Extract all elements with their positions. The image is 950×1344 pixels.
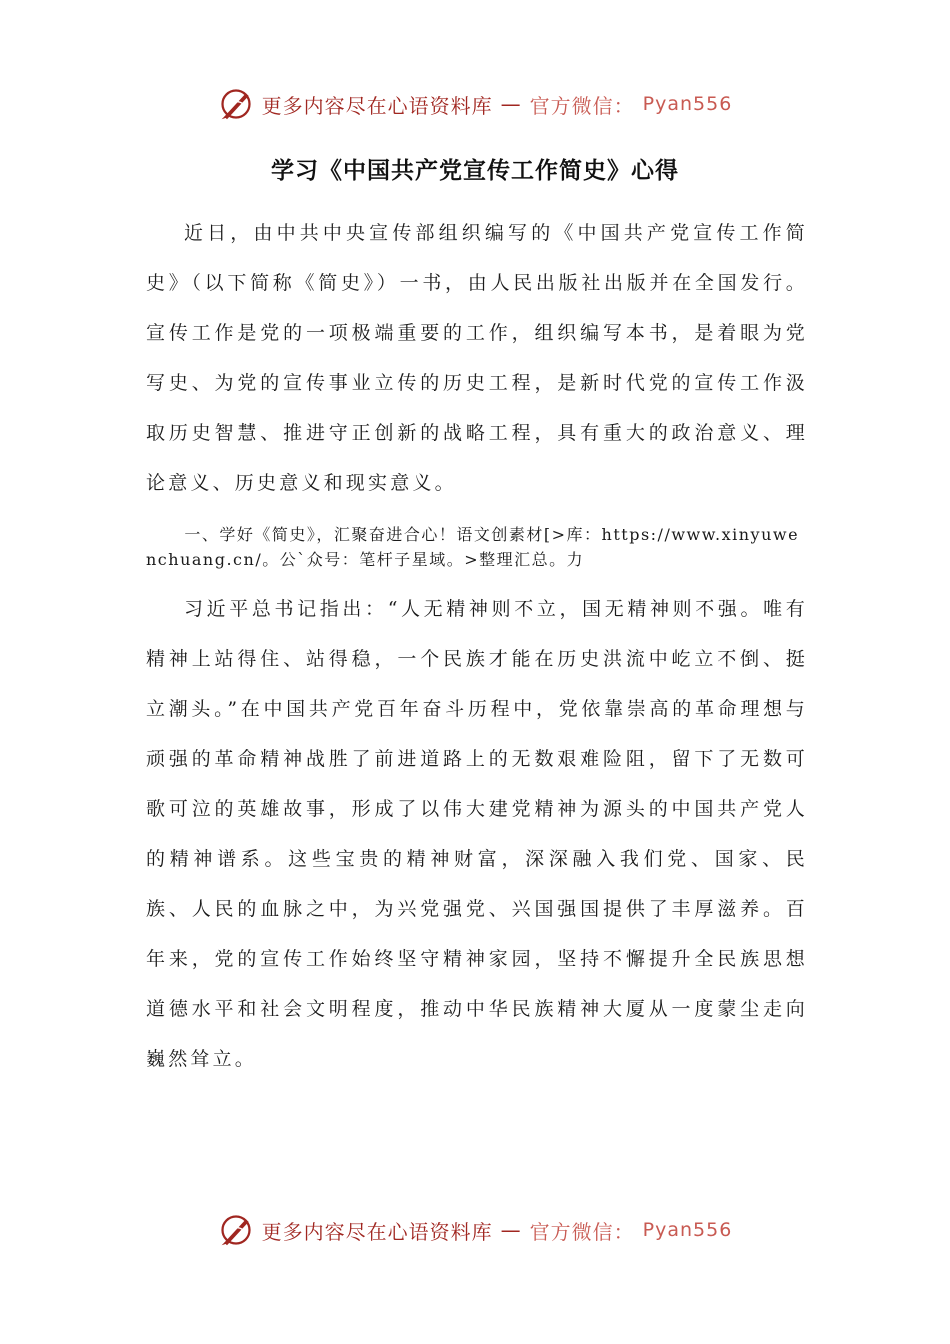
document-title: 学习《中国共产党宣传工作简史》心得 (271, 158, 679, 184)
banner-text: 更多内容尽在心语资料库 (261, 93, 493, 118)
footer-banner (0, 1212, 950, 1248)
banner-separator: — (500, 92, 522, 116)
paragraph-intro: 近日，由中共中央宣传部组织编写的《中国共产党宣传工作简史》（以下简称《简史》）一书，由人民出版社出版并在全国发行。宣传工作是党的一项极端重要的工作，组织编写本书，是着眼为党写史、为党的宣传事业立传的历史工程，是新时代党的宣传工作汲取历史智慧、推进守正创新的战略工程，具有重大的政治意义、理论意义、历史意义和现实意义。 (146, 222, 808, 494)
header-banner (0, 86, 950, 122)
body-block-1 (146, 208, 808, 508)
banner-wechat-id: Pyan556 (642, 1219, 733, 1241)
banner-separator: — (500, 1218, 522, 1242)
banner-wechat-label: 官方微信： (529, 1219, 635, 1244)
banner-text: 更多内容尽在心语资料库 (261, 1219, 493, 1244)
pen-logo-icon (218, 1212, 254, 1248)
pen-logo-icon (218, 86, 254, 122)
banner-wechat-id: Pyan556 (642, 93, 733, 115)
paragraph-spirit: 习近平总书记指出：“人无精神则不立，国无精神则不强。唯有精神上站得住、站得稳，一个民族才能在历史洪流中屹立不倒、挺立潮头。”在中国共产党百年奋斗历程中，党依靠崇高的革命理想与顽强的革命精神战胜了前进道路上的无数艰难险阻，留下了无数可歌可泣的英雄故事，形成了以伟大建党精神为源头的中国共产党人的精神谱系。这些宝贵的精神财富，深深融入我们党、国家、民族、人民的血脉之中，为兴党强党、兴国强国提供了丰厚滋养。百年来，党的宣传工作始终坚守精神家园，坚持不懈提升全民族思想道德水平和社会文明程度，推动中华民族精神大厦从一度蒙尘走向巍然耸立。 (146, 598, 808, 1070)
banner-wechat-label: 官方微信： (529, 93, 635, 118)
section-heading: 一、学好《简史》，汇聚奋进合心！语文创素材[>库：https://www.xinyuwenchuang.cn/。公`众号：笔杆子星域。>整理汇总。力 (146, 525, 800, 569)
section-heading-block (146, 522, 808, 572)
body-block-2 (146, 584, 808, 1084)
